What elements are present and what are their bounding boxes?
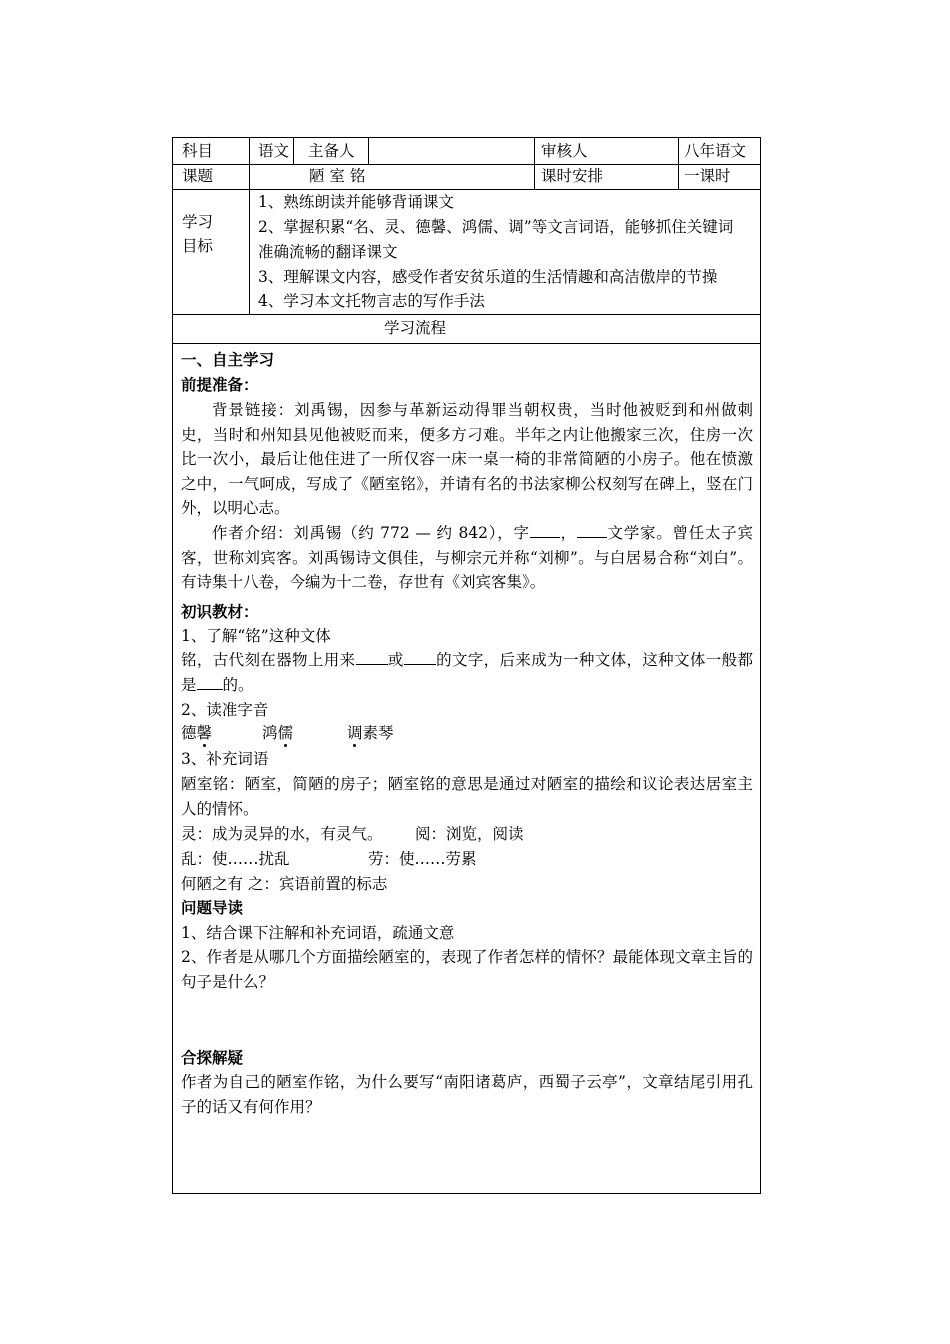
item-title: 3、补充词语 (181, 750, 269, 768)
pronunciation-word: 鸿儒 (262, 724, 294, 742)
pronunciation-word: 德馨 (181, 724, 213, 742)
table-rule (173, 343, 760, 344)
objectives-label: 学习 (182, 213, 214, 231)
table-rule (173, 189, 760, 190)
subject-label: 科目 (182, 142, 214, 160)
subject-value: 语文 (258, 142, 290, 160)
table-rule (173, 314, 760, 315)
question-item: 2、作者是从哪几个方面描绘陋室的，表现了作者怎样的情怀？最能体现文章主旨的句子是什么？ (181, 948, 753, 991)
fill-blank (577, 521, 607, 538)
fill-blank (404, 648, 436, 665)
item-title: 2、读准字音 (181, 701, 269, 719)
lesson-title: 陋 室 铭 (309, 167, 366, 185)
objective-item: 3、理解课文内容，感受作者安贫乐道的生活情趣和高洁傲岸的节操 (258, 268, 718, 286)
schedule-value: 一课时 (684, 167, 731, 185)
vocab-paragraph: 陋室铭：陋室，简陋的房子；陋室铭的意思是通过对陋室的描绘和议论表达居室主人的情怀。 (181, 775, 753, 818)
item1-paragraph: 铭，古代刻在器物上用来 或 的文字，后来成为一种文体，这种文体一般都是 的。 (181, 648, 753, 697)
vocab-entry: 灵：成为灵异的水，有灵气。 (181, 825, 383, 843)
author-paragraph: 作者介绍：刘禹锡（约 772 — 约 842），字 ， 文学家。曾任太子宾客，世称刘宾客。刘禹锡诗文俱佳，与柳宗元并称“刘柳”。与白居易合称“刘白”。有诗集十八卷，今编为十二卷，存世有《刘宾客集》。 (181, 521, 753, 595)
reviewer-label: 审核人 (541, 142, 588, 160)
fill-blank (197, 673, 223, 690)
objective-item: 4、学习本文托物言志的写作手法 (258, 292, 485, 310)
preparer-label: 主备人 (308, 142, 355, 160)
explore-heading: 合探解疑 (181, 1048, 244, 1067)
prep-heading: 前提准备： (181, 375, 259, 394)
objective-item: 1、熟练朗读并能够背诵课文 (258, 193, 454, 211)
guide-heading: 问题导读 (181, 898, 244, 917)
objective-item: 准确流畅的翻译课文 (258, 243, 398, 261)
item-title: 1、了解“铭”这种文体 (181, 627, 331, 645)
schedule-label: 课时安排 (541, 167, 604, 185)
emphasis-dot-char: 儒 (277, 724, 294, 742)
table-rule (368, 138, 369, 164)
table-rule (173, 164, 760, 165)
lesson-plan-table (172, 137, 761, 1194)
process-title: 学习流程 (384, 319, 447, 337)
objective-item: 2、掌握积累“名、灵、德馨、鸿儒、调”等文言词语，能够抓住关键词 (258, 218, 734, 236)
table-rule (534, 138, 535, 189)
lesson-label: 课题 (182, 167, 214, 185)
vocab-entry: 乱：使……扰乱 (181, 850, 290, 868)
objectives-label: 目标 (182, 237, 214, 255)
vocab-entry: 劳：使……劳累 (368, 850, 477, 868)
question-item: 1、结合课下注解和补充词语，疏通文意 (181, 924, 455, 942)
table-rule (293, 138, 294, 164)
fill-blank (530, 521, 560, 538)
pronunciation-word: 调素琴 (347, 724, 394, 742)
vocab-entry: 阅：浏览，阅读 (415, 825, 524, 843)
emphasis-dot-char: 调 (347, 724, 363, 742)
table-rule (249, 138, 250, 314)
textbook-heading: 初识教材： (181, 602, 259, 621)
section-heading: 一、自主学习 (181, 350, 275, 369)
table-rule (678, 138, 679, 189)
explore-question: 作者为自己的陋室作铭，为什么要写“南阳诸葛庐，西蜀子云亭”，文章结尾引用孔子的话又有何作用？ (181, 1073, 753, 1116)
fill-blank (356, 648, 388, 665)
reviewer-value: 八年语文 (684, 142, 747, 160)
vocab-entry: 何陋之有 之：宾语前置的标志 (181, 875, 388, 893)
background-paragraph: 背景链接：刘禹锡，因参与革新运动得罪当朝权贵，当时他被贬到和州做刺史，当时和州知县见他被贬而来，便多方刁难。半年之内让他搬家三次，住房一次比一次小，最后让他住进了一所仅容一床一桌一椅的非常简陋的小房子。他在愤激之中，一气呵成，写成了《陋室铭》，并请有名的书法家柳公权刻写在碑上，竖在门外，以明心志。 (181, 401, 753, 518)
emphasis-dot-char: 馨 (196, 724, 213, 742)
